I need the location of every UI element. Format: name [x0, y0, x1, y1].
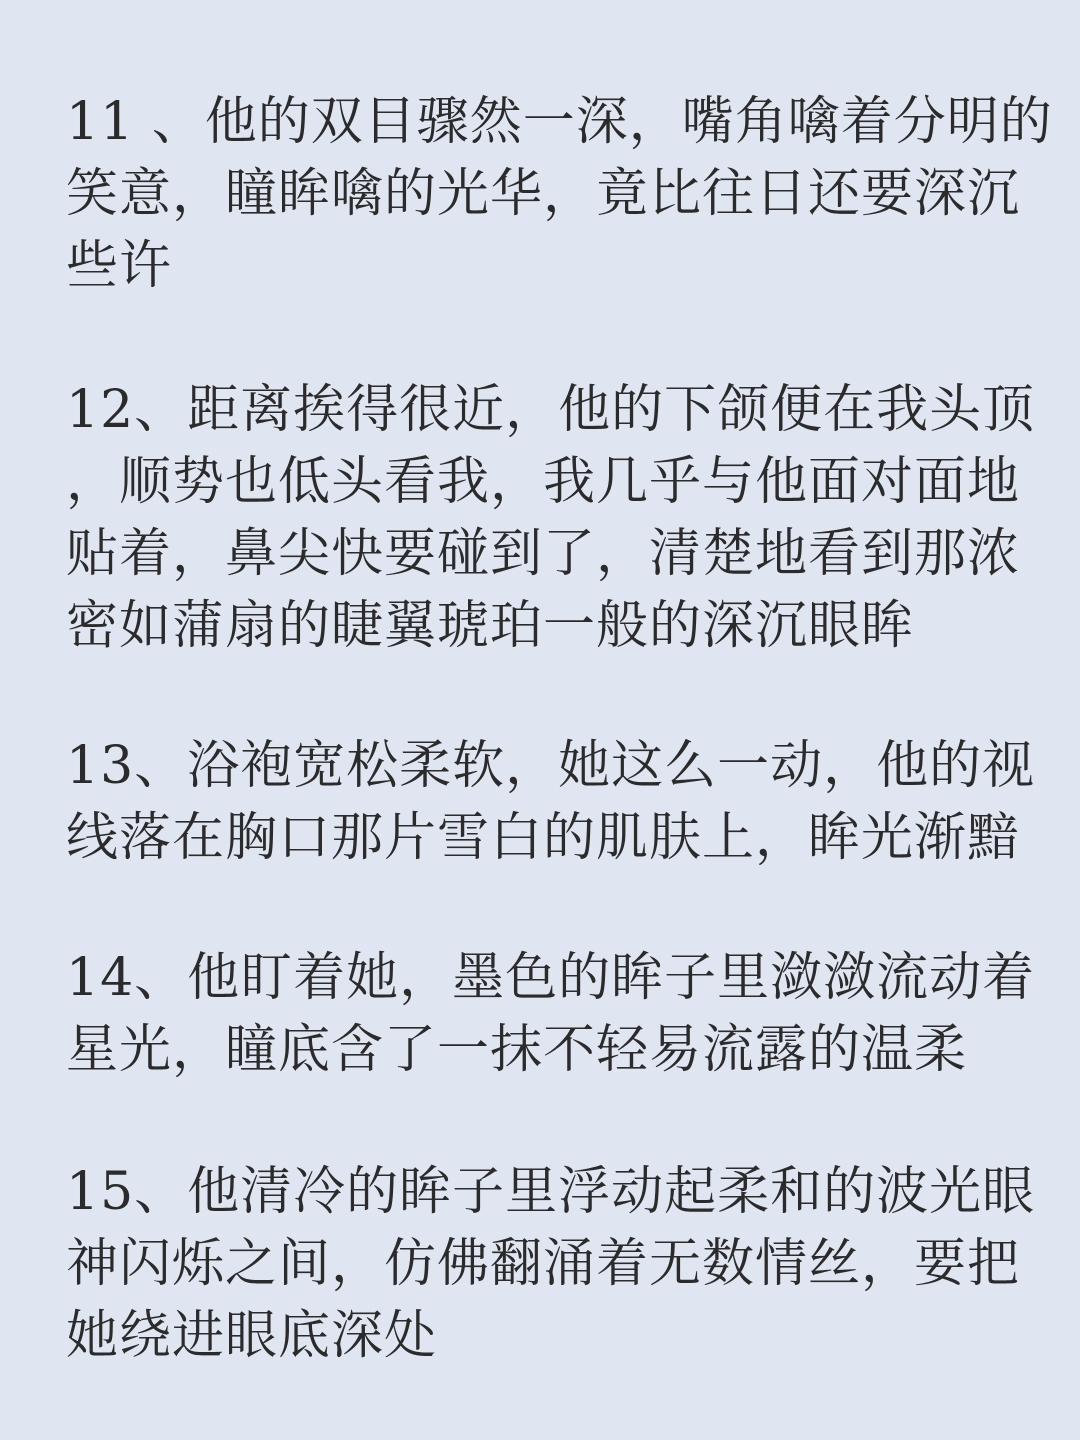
- paragraph-line: 些许: [66, 236, 173, 296]
- paragraph-line: 密如蒲扇的睫翼琥珀一般的深沉眼眸: [66, 596, 915, 656]
- paragraph-line: 12、距离挨得很近，他的下颌便在我头顶: [66, 380, 1036, 440]
- paragraph-line: 星光，瞳底含了一抹不轻易流露的温柔: [66, 1020, 968, 1080]
- paragraph-line: 笑意，瞳眸噙的光华，竟比往日还要深沉: [66, 164, 1021, 224]
- paragraph-13: [66, 730, 1036, 874]
- paragraph-line: ，顺势也低头看我，我几乎与他面对面地: [66, 452, 1021, 512]
- paragraph-14: [66, 942, 1036, 1086]
- paragraph-line: 14、他盯着她，墨色的眸子里潋潋流动着: [66, 948, 1036, 1008]
- paragraph-line: 13、浴袍宽松柔软，她这么一动，他的视: [66, 736, 1036, 796]
- paragraph-line: 她绕进眼底深处: [66, 1306, 438, 1366]
- paragraph-line: 神闪烁之间，仿佛翻涌着无数情丝，要把: [66, 1234, 1021, 1294]
- paragraph-line: 15、他清冷的眸子里浮动起柔和的波光眼: [66, 1162, 1036, 1222]
- paragraph-line: 贴着，鼻尖快要碰到了，清楚地看到那浓: [66, 524, 1021, 584]
- paragraph-line: 11 、他的双目骤然一深，嘴角噙着分明的: [66, 92, 1053, 152]
- paragraph-line: 线落在胸口那片雪白的肌肤上，眸光渐黯: [66, 808, 1021, 868]
- paragraph-15: [66, 1156, 1036, 1372]
- paragraph-12: [66, 374, 1036, 662]
- paragraph-11: [66, 86, 1053, 302]
